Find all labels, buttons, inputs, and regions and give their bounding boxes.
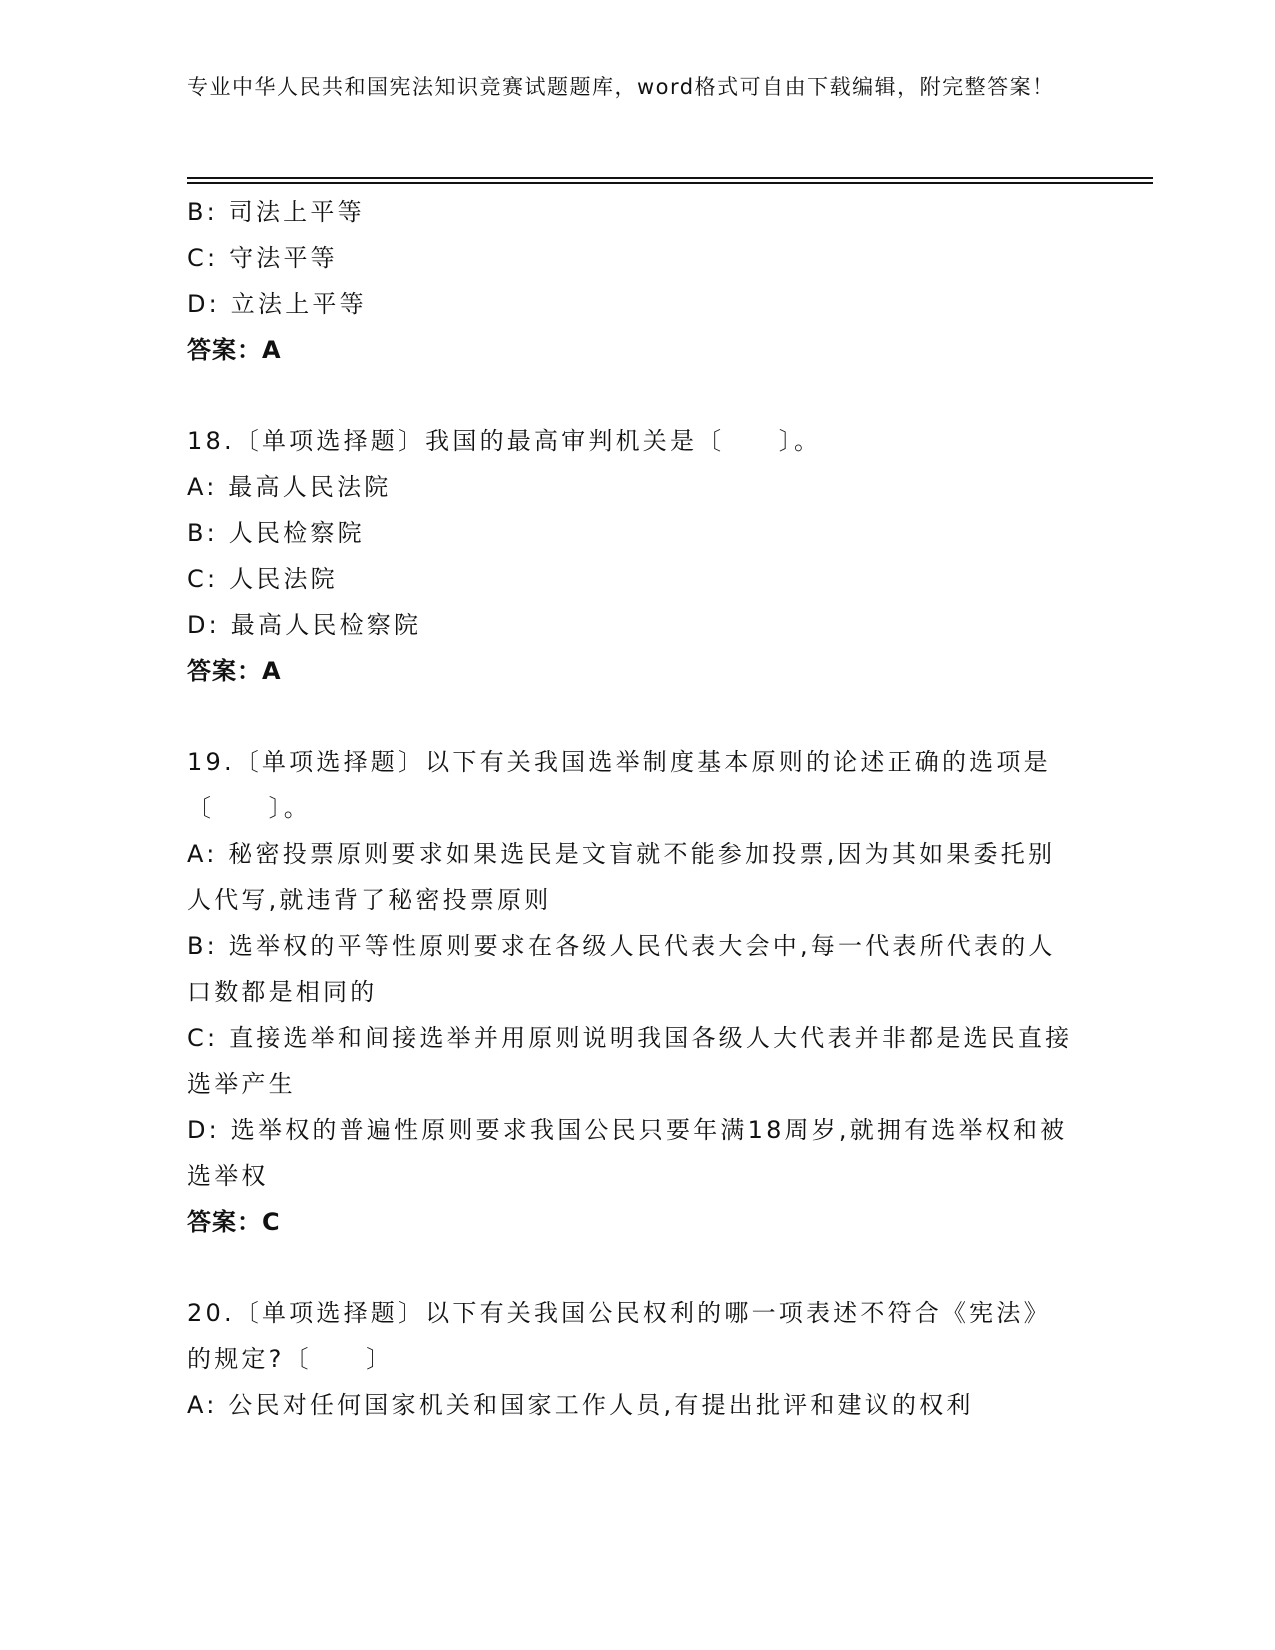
spacer (187, 1245, 1077, 1290)
document-header (187, 72, 1067, 103)
question-list (187, 189, 1077, 1428)
question-20 (187, 1290, 1077, 1428)
header-divider-top (187, 177, 1153, 179)
header-text: 专业中华人民共和国宪法知识竞赛试题题库，word格式可自由下载编辑，附完整答案！ (187, 75, 1055, 99)
answer-line: 答案：A (187, 336, 282, 364)
option-c: C: 人民法院 (187, 565, 338, 593)
spacer (187, 694, 1077, 739)
question-19 (187, 739, 1077, 1245)
answer-line: 答案：A (187, 657, 282, 685)
question-18 (187, 418, 1077, 694)
option-a: A: 秘密投票原则要求如果选民是文盲就不能参加投票,因为其如果委托别人代写,就违背了秘密投票原则 (187, 840, 1056, 914)
option-b: B: 司法上平等 (187, 198, 365, 226)
option-a: A: 最高人民法院 (187, 473, 392, 501)
option-c: C: 直接选举和间接选举并用原则说明我国各级人大代表并非都是选民直接选举产生 (187, 1024, 1073, 1098)
option-c: C: 守法平等 (187, 244, 338, 272)
continued-question-17 (187, 189, 1077, 373)
option-d: D: 最高人民检察院 (187, 611, 422, 639)
option-b: B: 人民检察院 (187, 519, 365, 547)
question-stem: 20.〔单项选择题〕以下有关我国公民权利的哪一项表述不符合《宪法》的规定?〔 〕 (187, 1299, 1051, 1373)
question-stem: 18.〔单项选择题〕我国的最高审判机关是〔 〕。 (187, 427, 822, 455)
option-a: A: 公民对任何国家机关和国家工作人员,有提出批评和建议的权利 (187, 1391, 974, 1419)
question-stem: 19.〔单项选择题〕以下有关我国选举制度基本原则的论述正确的选项是〔 〕。 (187, 748, 1051, 822)
answer-line: 答案：C (187, 1208, 281, 1236)
spacer (187, 373, 1077, 418)
option-d: D: 立法上平等 (187, 290, 367, 318)
option-b: B: 选举权的平等性原则要求在各级人民代表大会中,每一代表所代表的人口数都是相同的 (187, 932, 1056, 1006)
header-divider-bottom (187, 182, 1153, 184)
option-d: D: 选举权的普遍性原则要求我国公民只要年满18周岁,就拥有选举权和被选举权 (187, 1116, 1068, 1190)
